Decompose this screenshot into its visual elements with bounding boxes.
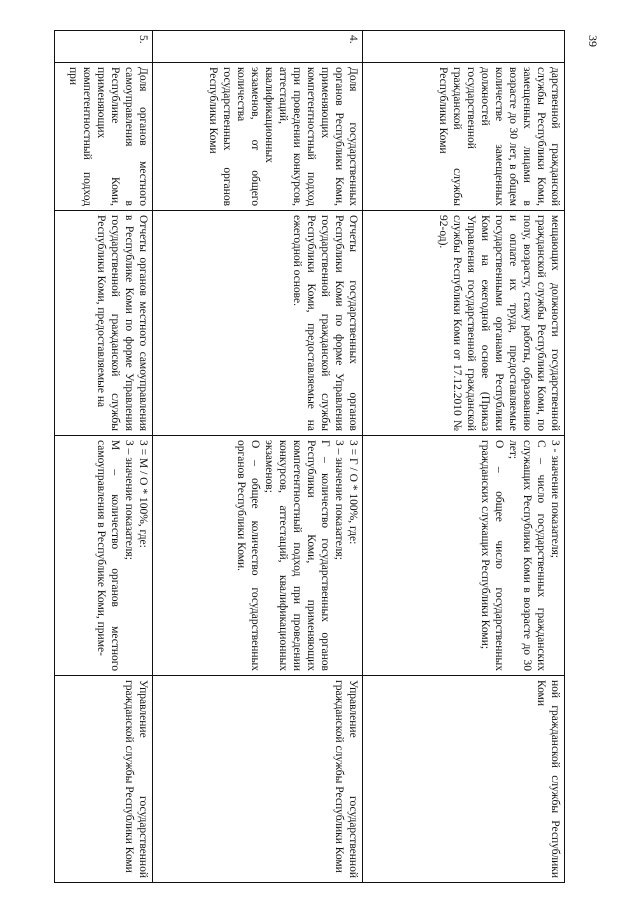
formula-line: З - значение показателя; [549,440,561,558]
formula-line: З = М / О * 100%, где: [137,440,149,548]
row-number-cell [363,31,565,63]
responsible-cell: ной гражданской службы Республики Коми [363,676,565,883]
indicators-table-wrapper [55,30,565,882]
indicator-name-cell: Доля государственных органов Республики Коми, применяющих компетентностный подход при проведении конкурсов, аттестаций, квалификационных экзаменов, от общего количества государственных органов Республики Коми [153,63,363,211]
formula-line: Г – количество государственных органов Республики Коми, применяющих компетентностный подход при проведении конкурсов, аттестаций, квалификационных экзаменов; [262,440,331,671]
row-number-cell: 4. [153,31,363,63]
indicators-table [54,30,565,883]
responsible-cell: Управление государственной гражданской службы Республики Коми [153,676,363,883]
table-row [363,31,565,883]
data-source-cell: Отчеты органов местного самоуправления в Республике Коми по форме Управления государственной гражданской службы Республики Коми, предоставляемые на [55,211,153,436]
formula-line: С – число государственных гражданских служащих Республики Коми в возрасте до 30 лет; [506,440,547,671]
formula-line: О – общее количество государственных органов Республики Коми. [234,440,261,671]
formula-cell [153,436,363,676]
formula-cell [55,436,153,676]
row-number-cell: 5. [55,31,153,63]
indicator-name-cell: дарственной гражданской службы Республики Коми, замещенных лицами в возрасте до 30 лет, в общем количестве замещенных должностей государственной гражданской службы Республики Коми [363,63,565,211]
formula-line: М – количество органов местного самоуправления в Республике Коми, приме- [94,440,121,671]
data-source-cell: мещающих должности государственной гражданской службы Республики Коми, по полу, возрасту, стажу работы, образованию и оплате их труда, предоставляемые государственными органами Республики Коми на ежегодной основе (Приказ Управления государственной гражданской службы Республики Коми от 17.12.2010 № 92-од). [363,211,565,436]
data-source-cell: Отчеты государственных органов Республики Коми по форме Управления государственной гражданской службы Республики Коми, предоставляемые на ежегодной основе. [153,211,363,436]
responsible-cell: Управление государственной гражданской службы Республики Коми [55,676,153,883]
formula-line: З – значение показателя; [332,440,345,560]
page-number: 39 [586,35,600,47]
table-row [153,31,363,883]
formula-cell [363,436,565,676]
formula-line: О – общее число государственных гражданских служащих Республики Коми; [478,440,505,671]
formula-line: З – значение показателя; [122,440,135,560]
formula-line: З = Г / О * 100%, где: [347,440,359,545]
indicator-name-cell: Доля органов местного самоуправления в Республике Коми, применяющих компетентностный подход при [55,63,153,211]
table-row [55,31,153,883]
